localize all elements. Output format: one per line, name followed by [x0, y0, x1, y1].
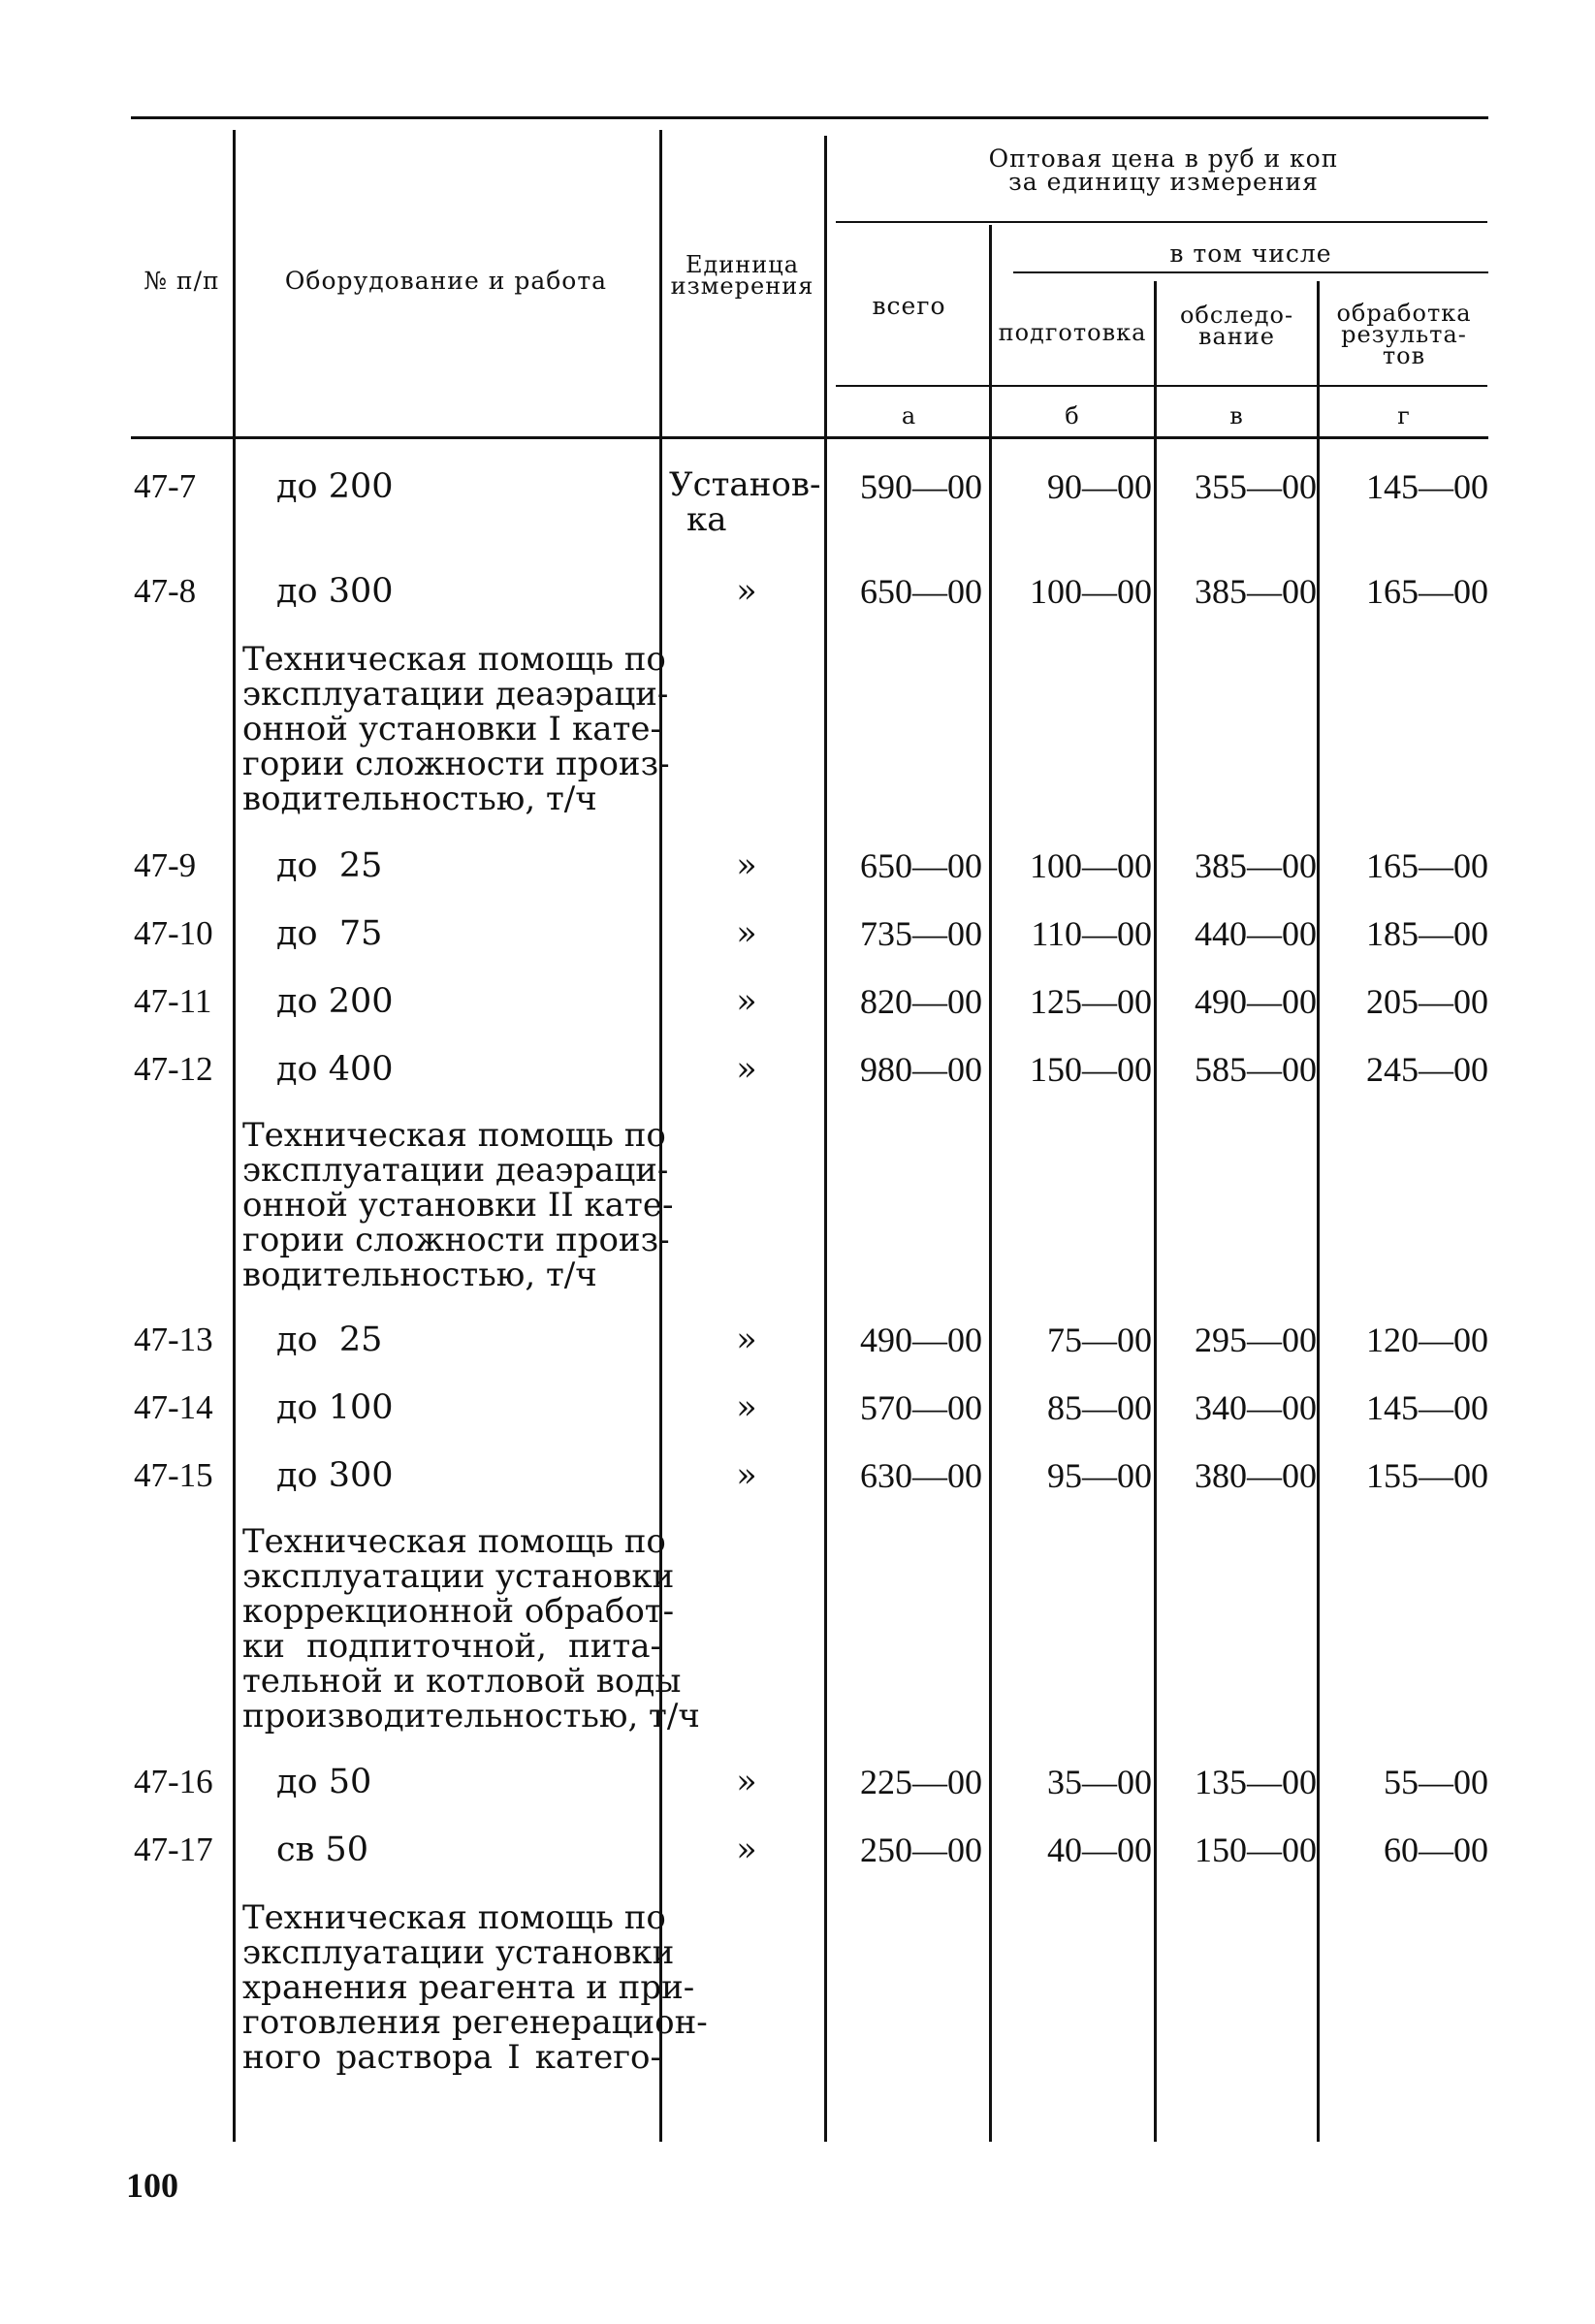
price-total: 570—00	[860, 1388, 982, 1427]
row-num: 47-13	[134, 1321, 213, 1358]
heading-line: онной установки I кате-	[242, 710, 661, 748]
price-processing: 145—00	[1366, 1388, 1488, 1427]
price-survey: 340—00	[1195, 1388, 1317, 1427]
header-survey-line1: обследо-	[1179, 302, 1294, 329]
price-total: 980—00	[860, 1050, 982, 1089]
header-processing-line1: обработка	[1336, 300, 1472, 327]
price-total: 250—00	[860, 1831, 982, 1869]
price-survey: 490—00	[1195, 982, 1317, 1021]
row-unit: »	[736, 846, 757, 885]
price-preparation: 95—00	[1047, 1456, 1152, 1495]
price-processing: 185—00	[1366, 914, 1488, 953]
price-preparation: 35—00	[1047, 1763, 1152, 1801]
row-name: до 300	[276, 572, 394, 611]
header-total: всего	[872, 292, 946, 320]
price-group-rule	[836, 221, 1487, 223]
price-preparation: 150—00	[1030, 1050, 1152, 1089]
price-processing: 145—00	[1366, 467, 1488, 506]
header-survey	[1157, 302, 1317, 350]
row-name: до 100	[276, 1388, 394, 1427]
heading-line: Техническая помощь по	[242, 1522, 666, 1561]
heading-line: водительностью, т/ч	[242, 1256, 597, 1294]
price-processing: 165—00	[1366, 572, 1488, 611]
row-name: до 300	[276, 1456, 394, 1495]
heading-line: ки подпиточной, пита-	[242, 1627, 661, 1666]
price-processing: 55—00	[1384, 1763, 1488, 1801]
price-total: 820—00	[860, 982, 982, 1021]
header-price-line2: за единицу измерения	[1008, 168, 1319, 196]
header-preparation: подготовка	[998, 319, 1147, 346]
header-survey-line2: вание	[1197, 323, 1275, 350]
row-name: до 400	[276, 1050, 394, 1089]
header-unit	[662, 251, 822, 300]
price-processing: 120—00	[1366, 1321, 1488, 1359]
header-letter-a: а	[901, 402, 917, 430]
header-including: в том числе	[1169, 239, 1332, 268]
row-unit: »	[736, 1763, 757, 1801]
heading-line: гории сложности произ-	[242, 1221, 670, 1259]
row-name: св 50	[276, 1831, 368, 1869]
price-preparation: 75—00	[1047, 1321, 1152, 1359]
price-preparation: 90—00	[1047, 467, 1152, 506]
section-heading	[242, 1898, 708, 2077]
header-processing-line3: тов	[1382, 342, 1426, 369]
price-processing: 245—00	[1366, 1050, 1488, 1089]
letters-rule	[836, 385, 1487, 387]
col-divider-5	[1154, 281, 1157, 2142]
heading-line: онной установки II кате-	[242, 1186, 674, 1225]
header-letter-c: в	[1229, 402, 1244, 430]
row-unit: »	[736, 914, 757, 953]
table-top-rule	[131, 116, 1488, 119]
price-processing: 205—00	[1366, 982, 1488, 1021]
heading-line: хранения реагента и при-	[242, 1968, 695, 2007]
price-preparation: 100—00	[1030, 572, 1152, 611]
row-unit: »	[736, 1388, 757, 1427]
section-heading	[242, 1116, 674, 1294]
header-letter-d: г	[1397, 402, 1411, 430]
heading-line: готовления регенерацион-	[242, 2003, 708, 2042]
price-total: 490—00	[860, 1321, 982, 1359]
col-divider-4	[989, 225, 992, 2142]
header-unit-line2: измерения	[670, 272, 814, 300]
row-unit: »	[736, 1456, 757, 1495]
price-survey: 385—00	[1195, 846, 1317, 885]
header-num: № п/п	[144, 267, 220, 295]
header-letter-b: б	[1065, 402, 1080, 430]
price-survey: 135—00	[1195, 1763, 1317, 1801]
row-unit-line2: ка	[686, 500, 727, 539]
price-preparation: 100—00	[1030, 846, 1152, 885]
row-name: до 50	[276, 1763, 372, 1801]
row-num: 47-16	[134, 1763, 213, 1800]
header-price-line1: Оптовая цена в руб и коп	[988, 144, 1339, 173]
row-unit	[669, 467, 824, 537]
row-unit: »	[736, 982, 757, 1021]
row-name: до 25	[276, 1321, 383, 1359]
price-processing: 165—00	[1366, 846, 1488, 885]
heading-line: эксплуатации установки	[242, 1933, 675, 1972]
header-price-group	[839, 144, 1488, 196]
row-unit: »	[736, 1321, 757, 1359]
row-unit: »	[736, 1050, 757, 1089]
header-unit-line1: Единица	[685, 251, 800, 278]
col-divider-6	[1317, 281, 1320, 2142]
price-survey: 150—00	[1195, 1831, 1317, 1869]
price-survey: 355—00	[1195, 467, 1317, 506]
row-num: 47-17	[134, 1831, 213, 1868]
price-survey: 295—00	[1195, 1321, 1317, 1359]
col-divider-1	[233, 130, 236, 2142]
row-num: 47-14	[134, 1388, 213, 1426]
row-name: до 75	[276, 914, 383, 953]
row-unit: »	[736, 1831, 757, 1869]
row-name: до 200	[276, 982, 394, 1021]
header-bottom-rule	[131, 436, 1488, 439]
heading-line: ного раствора I катего-	[242, 2038, 661, 2077]
row-num: 47-15	[134, 1456, 213, 1494]
heading-line: водительностью, т/ч	[242, 780, 597, 818]
price-preparation: 125—00	[1030, 982, 1152, 1021]
heading-line: гории сложности произ-	[242, 745, 670, 783]
header-equipment: Оборудование и работа	[284, 267, 608, 295]
price-total: 650—00	[860, 572, 982, 611]
heading-line: Техническая помощь по	[242, 1898, 666, 1937]
row-num: 47-7	[134, 467, 197, 505]
price-preparation: 40—00	[1047, 1831, 1152, 1869]
row-num: 47-8	[134, 572, 197, 610]
section-heading	[242, 1522, 700, 1735]
header-processing-line2: результа-	[1341, 321, 1467, 348]
heading-line: Техническая помощь по	[242, 640, 666, 679]
row-num: 47-12	[134, 1050, 213, 1088]
heading-line: эксплуатации деаэраци-	[242, 1151, 669, 1190]
row-num: 47-9	[134, 846, 197, 884]
heading-line: производительностью, т/ч	[242, 1697, 700, 1735]
heading-line: эксплуатации деаэраци-	[242, 675, 669, 714]
price-survey: 440—00	[1195, 914, 1317, 953]
row-unit-line1: Установ-	[669, 465, 821, 504]
row-name: до 25	[276, 846, 383, 885]
price-preparation: 110—00	[1031, 914, 1152, 953]
price-survey: 385—00	[1195, 572, 1317, 611]
row-name: до 200	[276, 467, 394, 506]
heading-line: коррекционной обработ-	[242, 1592, 675, 1631]
price-survey: 585—00	[1195, 1050, 1317, 1089]
row-num: 47-10	[134, 914, 213, 952]
section-heading	[242, 640, 670, 818]
price-total: 225—00	[860, 1763, 982, 1801]
row-unit: »	[736, 572, 757, 611]
col-divider-3	[824, 136, 827, 2142]
heading-line: Техническая помощь по	[242, 1116, 666, 1155]
price-total: 630—00	[860, 1456, 982, 1495]
price-preparation: 85—00	[1047, 1388, 1152, 1427]
header-processing	[1320, 300, 1488, 369]
heading-line: тельной и котловой воды	[242, 1662, 682, 1701]
price-total: 650—00	[860, 846, 982, 885]
page-number: 100	[126, 2166, 178, 2205]
including-rule	[1013, 271, 1488, 273]
price-total: 735—00	[860, 914, 982, 953]
price-processing: 60—00	[1384, 1831, 1488, 1869]
row-num: 47-11	[134, 982, 212, 1020]
price-survey: 380—00	[1195, 1456, 1317, 1495]
heading-line: эксплуатации установки	[242, 1557, 675, 1596]
price-total: 590—00	[860, 467, 982, 506]
price-processing: 155—00	[1366, 1456, 1488, 1495]
